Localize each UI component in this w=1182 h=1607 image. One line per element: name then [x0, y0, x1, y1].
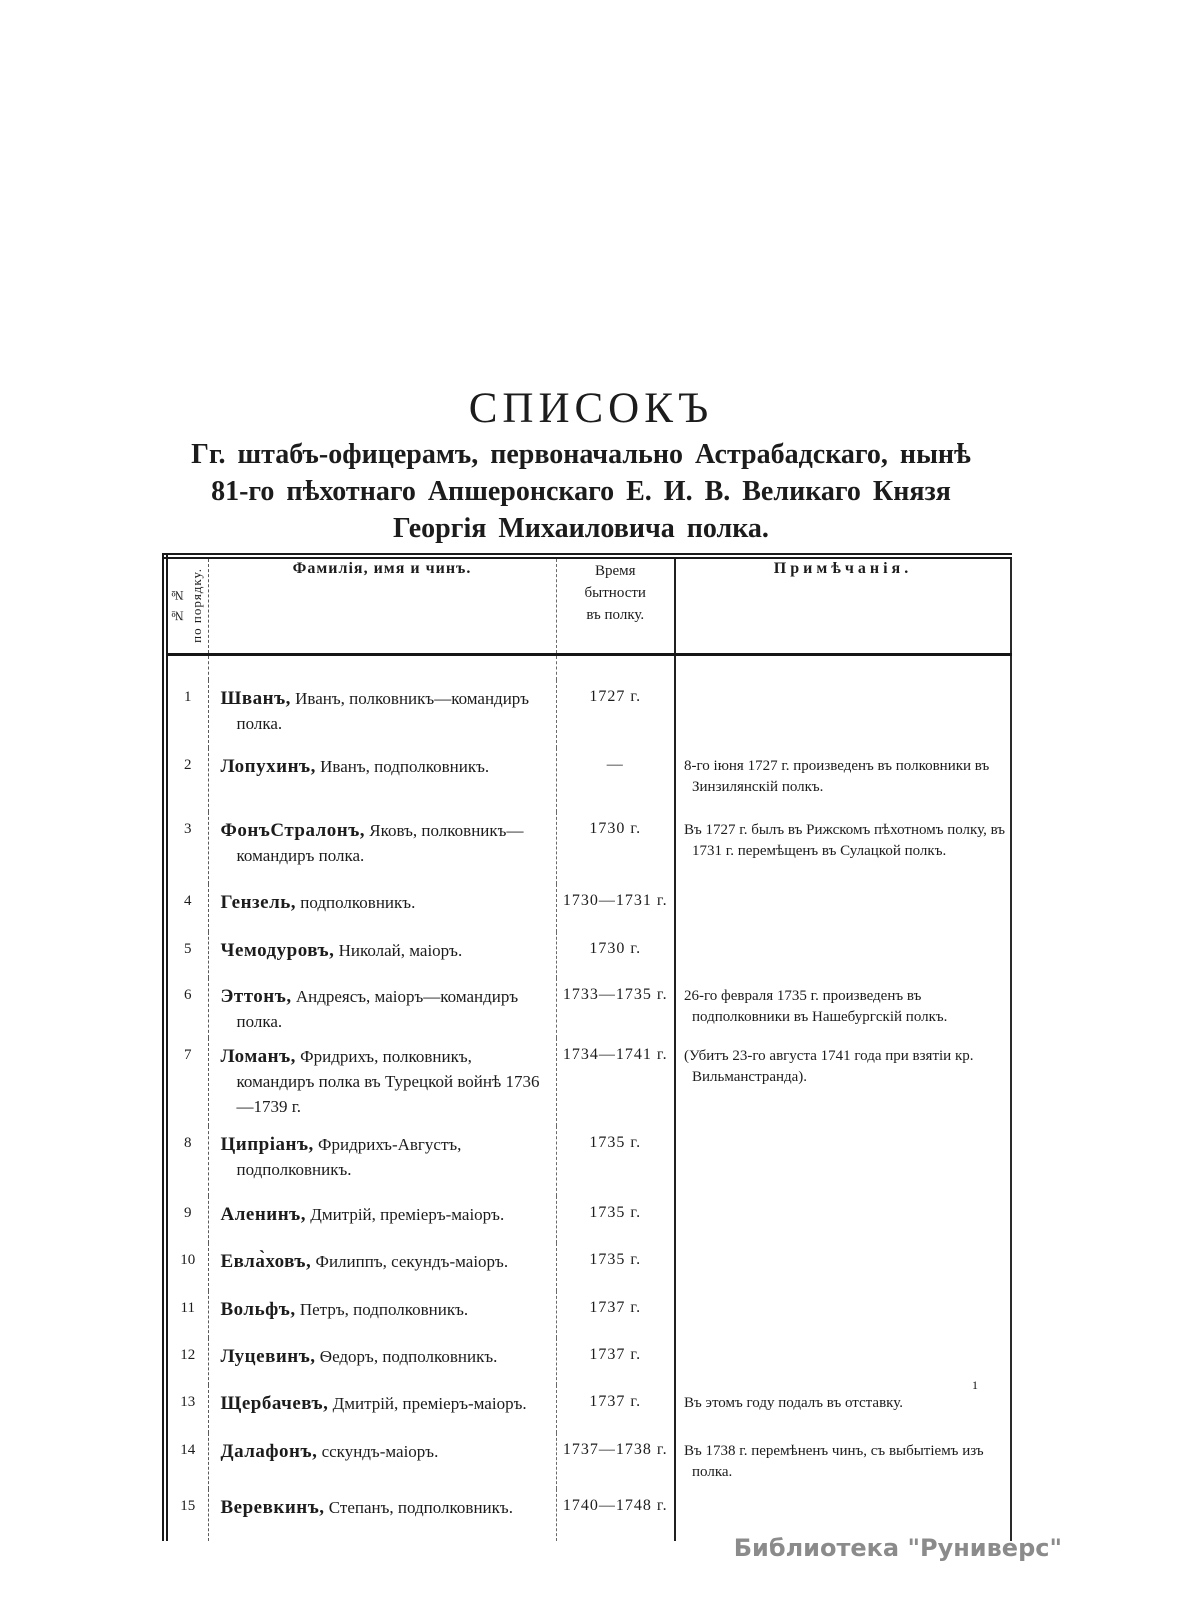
- row-number: 13: [165, 1385, 208, 1433]
- officer-name: [208, 1291, 556, 1338]
- officer-rank: Дмитрій, преміеръ-маіоръ.: [310, 1205, 505, 1224]
- row-note: [675, 1243, 1011, 1291]
- row-note: [675, 932, 1011, 978]
- officer-surname: Луцевинъ,: [220, 1346, 316, 1367]
- officer-name: [208, 932, 556, 978]
- library-watermark: Библиотека "Руниверс": [733, 1534, 1062, 1562]
- service-time: 1730 г.: [556, 812, 675, 884]
- table-row: [165, 748, 1011, 812]
- row-number: 2: [165, 748, 208, 812]
- officer-rank: сскундъ-маіоръ.: [321, 1442, 439, 1461]
- service-time: —: [556, 748, 675, 812]
- table-row: [165, 1338, 1011, 1385]
- column-header-name: Фамилія, имя и чинъ.: [208, 556, 556, 655]
- service-time: 1735 г.: [556, 1126, 675, 1196]
- service-time: 1735 г.: [556, 1243, 675, 1291]
- officer-surname: Веревкинъ,: [220, 1497, 325, 1518]
- officer-name: [208, 1433, 556, 1489]
- officer-rank: Андреясъ, маіоръ—командиръ полка.: [236, 987, 519, 1031]
- page-subtitle: [181, 436, 981, 547]
- officer-surname: Евла̀ховъ,: [220, 1251, 312, 1272]
- officer-name: [208, 1489, 556, 1541]
- table-row: [165, 680, 1011, 748]
- column-header-time-line1: Время: [594, 563, 636, 579]
- row-note: [675, 884, 1011, 932]
- service-time: 1737—1738 г.: [556, 1433, 675, 1489]
- column-header-number: [165, 556, 208, 655]
- officer-surname: Вольфъ,: [220, 1299, 296, 1320]
- officer-surname: Далафонъ,: [220, 1441, 318, 1462]
- officer-rank: Ѳедоръ, подполковникъ.: [319, 1347, 498, 1366]
- column-header-time-line3: въ полку.: [586, 607, 645, 623]
- table-row: [165, 978, 1011, 1038]
- table-row: [165, 1126, 1011, 1196]
- row-note: [675, 1291, 1011, 1338]
- officer-rank: Филиппъ, секундъ-маіоръ.: [315, 1252, 509, 1271]
- column-header-number-line2: по порядку.: [189, 567, 205, 643]
- officer-rank: Иванъ, полковникъ—командиръ полка.: [236, 689, 530, 733]
- officer-rank: Степанъ, подполковникъ.: [328, 1498, 513, 1517]
- table-row: [165, 1433, 1011, 1489]
- officer-surname: ФонъСтралонъ,: [220, 820, 366, 841]
- officer-rank: Яковъ, полковникъ—командиръ полка.: [236, 821, 524, 865]
- officer-rank: Фридрихъ-Августъ, подполковникъ.: [236, 1135, 462, 1179]
- row-number: 11: [165, 1291, 208, 1338]
- officer-name: [208, 978, 556, 1038]
- officer-name: [208, 1385, 556, 1433]
- table-row: [165, 1243, 1011, 1291]
- subtitle-line-1: Гг. штабъ-офицерамъ, первоначально Астрабадскаго, нынѣ: [191, 439, 971, 470]
- officer-surname: Аленинъ,: [220, 1204, 306, 1225]
- officer-rank: Фридрихъ, полковникъ, командиръ полка въ Турецкой войнѣ 1736—1739 г.: [236, 1047, 540, 1116]
- table-row: [165, 1291, 1011, 1338]
- service-time: 1730—1731 г.: [556, 884, 675, 932]
- officer-rank: Дмитрій, преміеръ-маіоръ.: [332, 1394, 527, 1413]
- officer-surname: Гензель,: [220, 892, 297, 913]
- row-number: 7: [165, 1038, 208, 1126]
- officer-rank: Иванъ, подполковникъ.: [320, 757, 490, 776]
- row-note: 26-го февраля 1735 г. произведенъ въ подполковники въ Нашебургскій полкъ.: [684, 988, 948, 1025]
- service-time: 1727 г.: [556, 680, 675, 748]
- table-row: [165, 1385, 1011, 1433]
- service-time: 1737 г.: [556, 1338, 675, 1385]
- officer-rank: Николай, маіоръ.: [338, 941, 463, 960]
- officer-name: [208, 1338, 556, 1385]
- officer-surname: Ломанъ,: [220, 1046, 296, 1067]
- service-time: 1734—1741 г.: [556, 1038, 675, 1126]
- row-number: 3: [165, 812, 208, 884]
- table-row: [165, 812, 1011, 884]
- row-note: [675, 1196, 1011, 1243]
- table-row: [165, 1196, 1011, 1243]
- officer-name: [208, 748, 556, 812]
- row-number: 5: [165, 932, 208, 978]
- officer-surname: Щербачевъ,: [220, 1393, 329, 1414]
- subtitle-line-3: Георгія Михаиловича полка.: [393, 513, 769, 544]
- officer-surname: Эттонъ,: [220, 986, 292, 1007]
- row-number: 6: [165, 978, 208, 1038]
- column-header-time: [556, 556, 675, 655]
- officer-name: [208, 1038, 556, 1126]
- row-number: 15: [165, 1489, 208, 1541]
- row-note: [675, 680, 1011, 748]
- officer-surname: Ципріанъ,: [220, 1134, 314, 1155]
- row-number: 10: [165, 1243, 208, 1291]
- officer-name: [208, 884, 556, 932]
- row-number: 1: [165, 680, 208, 748]
- table-row: [165, 1038, 1011, 1126]
- officer-name: [208, 680, 556, 748]
- service-time: 1730 г.: [556, 932, 675, 978]
- officer-surname: Чемодуровъ,: [220, 940, 335, 961]
- officer-name: [208, 1243, 556, 1291]
- service-time: 1735 г.: [556, 1196, 675, 1243]
- row-note: [675, 1126, 1011, 1196]
- table-header: [165, 556, 1011, 655]
- table-body: [165, 655, 1011, 1542]
- row-note: (Убитъ 23-го августа 1741 года при взятіи кр. Вильманстранда).: [684, 1048, 974, 1085]
- column-header-number-line1: № №: [170, 586, 186, 624]
- service-time: 1737 г.: [556, 1291, 675, 1338]
- row-note: 8-го іюня 1727 г. произведенъ въ полковники въ Зинзилянскій полкъ.: [684, 758, 990, 795]
- spacer-row: [165, 655, 1011, 681]
- officer-name: [208, 1196, 556, 1243]
- service-time: 1733—1735 г.: [556, 978, 675, 1038]
- table-row: [165, 884, 1011, 932]
- officer-rank: Петръ, подполковникъ.: [299, 1300, 469, 1319]
- officer-surname: Лопухинъ,: [220, 756, 316, 777]
- page-title: СПИСОКЪ: [468, 385, 714, 432]
- column-header-time-line2: бытности: [584, 585, 646, 601]
- stray-page-mark: 1: [972, 1378, 978, 1392]
- officer-surname: Шванъ,: [220, 688, 291, 709]
- row-number: 4: [165, 884, 208, 932]
- row-number: 8: [165, 1126, 208, 1196]
- row-note: Въ этомъ году подалъ въ отставку.: [684, 1395, 903, 1411]
- row-note: Въ 1738 г. перемѣненъ чинъ, съ выбытіемъ изъ полка.: [684, 1443, 984, 1480]
- row-number: 14: [165, 1433, 208, 1489]
- service-time: 1740—1748 г.: [556, 1489, 675, 1541]
- row-number: 9: [165, 1196, 208, 1243]
- row-note: Въ 1727 г. былъ въ Рижскомъ пѣхотномъ полку, въ 1731 г. перемѣщенъ въ Сулацкой полкъ.: [684, 822, 1006, 859]
- officer-name: [208, 1126, 556, 1196]
- officers-table: [162, 553, 1012, 1541]
- row-note: [675, 1338, 1011, 1385]
- row-number: 12: [165, 1338, 208, 1385]
- officer-name: [208, 812, 556, 884]
- subtitle-line-2: 81-го пѣхотнаго Апшеронскаго Е. И. В. Великаго Князя: [211, 476, 951, 507]
- service-time: 1737 г.: [556, 1385, 675, 1433]
- table-row: [165, 932, 1011, 978]
- officer-rank: подполковникъ.: [300, 893, 416, 912]
- column-header-notes: Примѣчанія.: [675, 556, 1011, 655]
